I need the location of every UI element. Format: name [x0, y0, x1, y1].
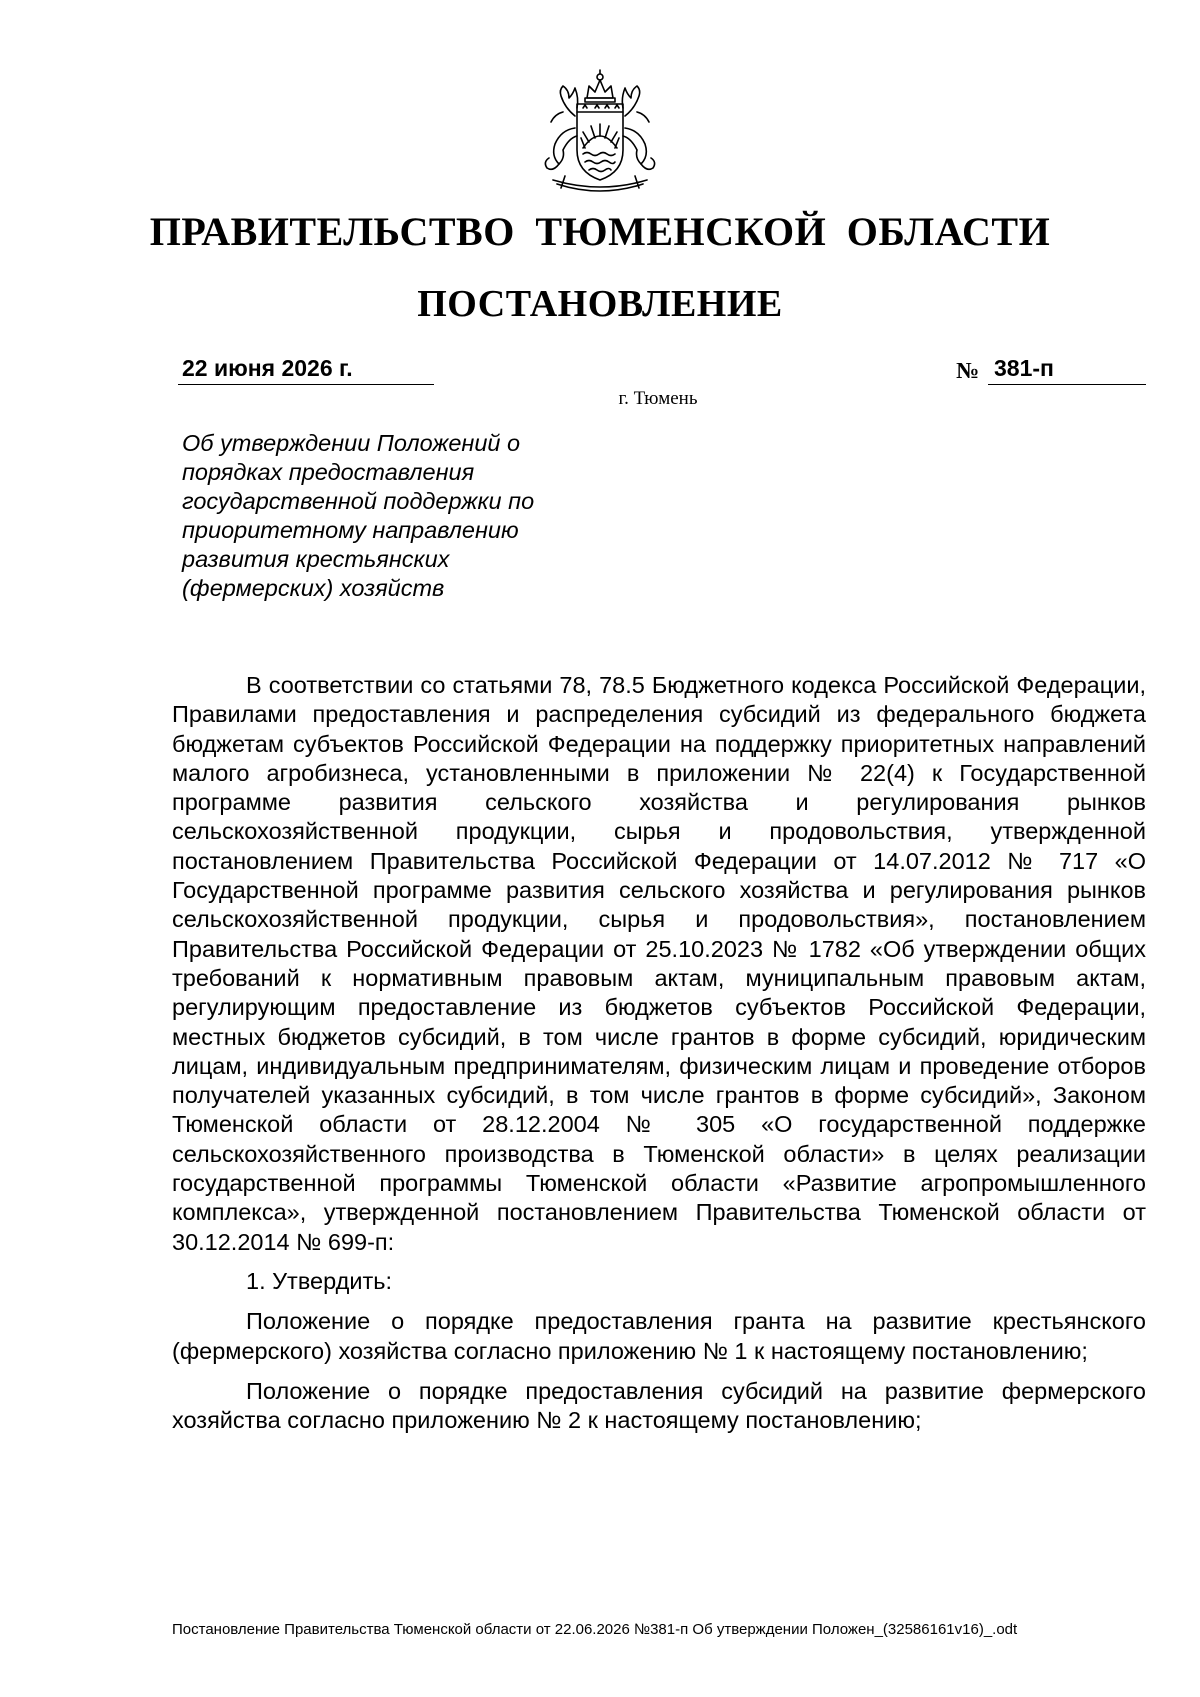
tyumen-coat-of-arms-icon: [525, 68, 675, 200]
subject-line: (фермерских) хозяйств: [182, 575, 445, 601]
preamble-paragraph: В соответствии со статьями 78, 78.5 Бюджетного кодекса Российской Федерации, Правилами предоставления и распределения субсидий из федерального бюджета бюджетам субъектов Российской Федерации на поддержку приоритетных направлений малого агробизнеса, установленными в приложении № 22(4) к Государственной программе развития сельского хозяйства и регулирования рынков сельскохозяйственной продукции, сырья и продовольствия, утвержденной постановлением Правительства Российской Федерации от 14.07.2012 № 717 «О Государственной программе развития сельского хозяйства и регулирования рынков сельскохозяйственной продукции, сырья и продовольствия», постановлением Правительства Российской Федерации от 25.10.2023 № 1782 «Об утверждении общих требований к нормативным правовым актам, муниципальным правовым актам, регулирующим предоставление из бюджетов субъектов Российской Федерации, местных бюджетов субсидий, в том числе грантов в форме субсидий, юридическим лицам, индивидуальным предпринимателям, физическим лицам и проведение отборов получателей указанных субсидий, в том числе грантов в форме субсидий», Законом Тюменской области от 28.12.2004 № 305 «О государственной поддержке сельскохозяйственного производства в Тюменской области» в целях реализации государственной программы Тюменской области «Развитие агропромышленного комплекса», утвержденной постановлением Правительства Тюменской области от 30.12.2014 № 699-п:: [172, 672, 1146, 1255]
number-sign: №: [956, 358, 980, 383]
document-footer: Постановление Правительства Тюменской области от 22.06.2026 №381-п Об утверждении Положен_(32586161v16)_.odt: [172, 1621, 1018, 1638]
document-date: 22 июня 2026 г.: [178, 355, 434, 385]
document-type-title: ПОСТАНОВЛЕНИЕ: [417, 283, 783, 325]
document-subject: [182, 429, 602, 603]
position-1-paragraph: Положение о порядке предоставления гранта на развитие крестьянского (фермерского) хозяйства согласно приложению № 1 к настоящему постановлению;: [172, 1308, 1146, 1364]
document-number: 381-п: [988, 355, 1146, 385]
item-1-paragraph: 1. Утвердить:: [246, 1267, 393, 1294]
city: г. Тюмень: [618, 388, 698, 409]
government-title: ПРАВИТЕЛЬСТВО ТЮМЕНСКОЙ ОБЛАСТИ: [149, 209, 1051, 254]
position-2-paragraph: Положение о порядке предоставления субсидий на развитие фермерского хозяйства согласно приложению № 2 к настоящему постановлению;: [172, 1377, 1146, 1434]
subject-line: порядках предоставления: [182, 459, 475, 485]
subject-line: приоритетному направлению: [182, 517, 519, 543]
subject-line: государственной поддержки по: [182, 488, 535, 514]
subject-line: развития крестьянских: [182, 546, 450, 572]
document-body: [172, 671, 1146, 1435]
subject-line: Об утверждении Положений о: [182, 430, 521, 456]
